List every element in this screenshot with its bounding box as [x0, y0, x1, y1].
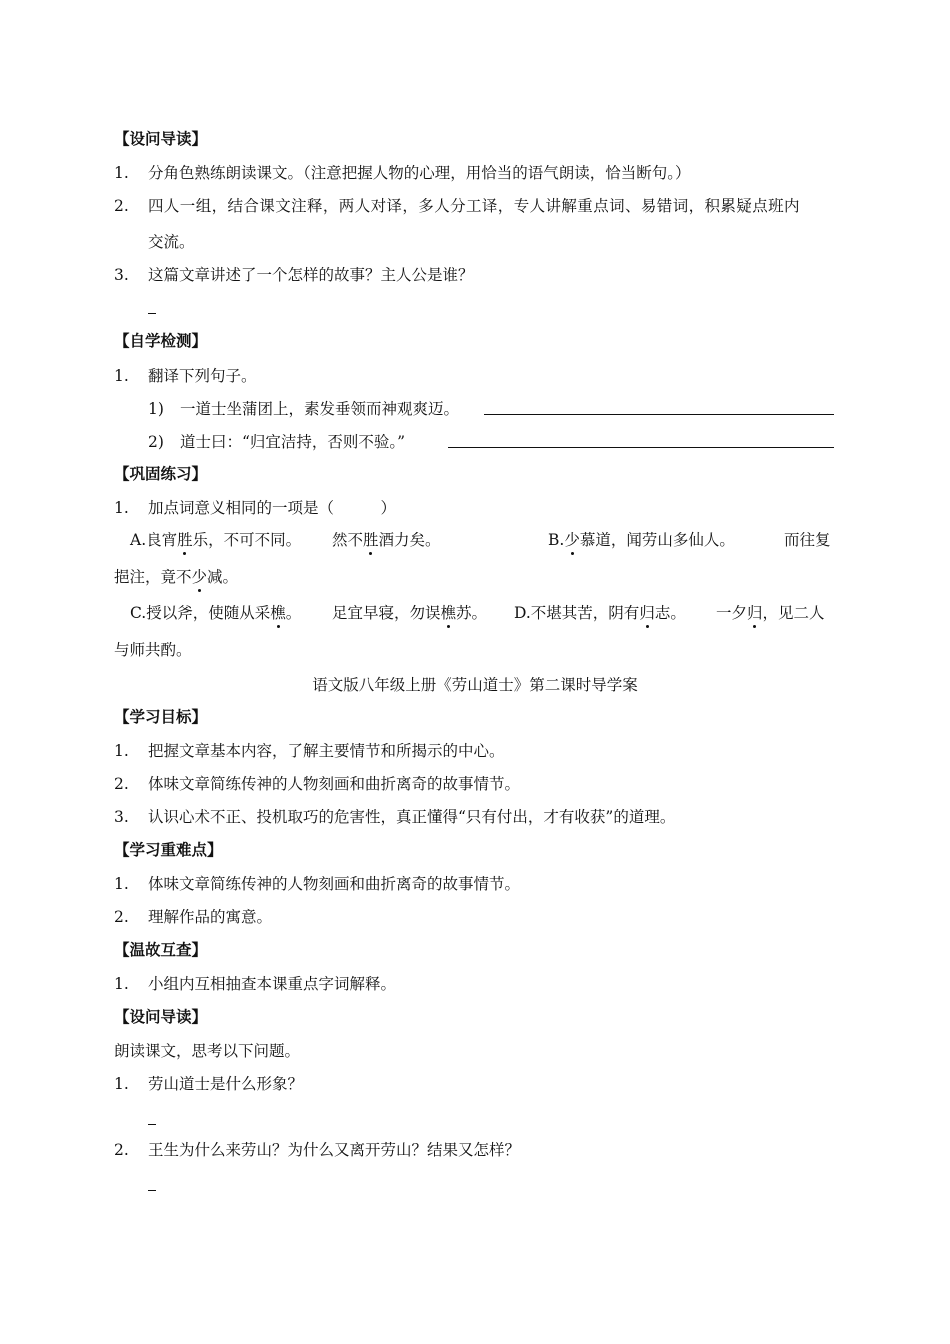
sub-item-text: 一道士坐蒲团上，素发垂领而神观爽迈。	[180, 400, 460, 418]
dotted-char: 樵	[440, 604, 457, 622]
dotted-char: 胜	[177, 531, 193, 549]
option-c: C.授以斧，使随从采樵。	[130, 604, 302, 622]
dotted-char: 少	[191, 568, 208, 586]
option-d: D.不堪其苦，阴有归志。	[514, 604, 686, 622]
dotted-char: 胜	[363, 531, 379, 549]
item-text: 劳山道士是什么形象？	[148, 1075, 304, 1093]
answer-line[interactable]	[484, 414, 834, 415]
section-heading: 【学习目标】	[114, 708, 208, 726]
item-text: 四人一组，结合课文注释，两人对译，多人分工译，专人讲解重点词、易错词，积累疑点班内	[148, 197, 800, 215]
item-text: 把握文章基本内容，了解主要情节和所揭示的中心。	[148, 742, 505, 760]
option-b: B.少慕道，闻劳山多仙人。	[548, 531, 735, 549]
dotted-char: 少	[564, 531, 580, 549]
item-number: 3.	[114, 808, 129, 826]
intro-text: 朗读课文，思考以下问题。	[114, 1042, 301, 1060]
dotted-char: 归	[747, 604, 763, 622]
item-text: 理解作品的寓意。	[148, 908, 273, 926]
sub-item-number: 1)	[148, 400, 164, 418]
dotted-char: 樵	[270, 604, 286, 622]
item-number: 1.	[114, 164, 129, 182]
answer-blank[interactable]	[148, 1190, 156, 1191]
item-number: 2.	[114, 908, 129, 926]
option-d-continued: 与师共酌。	[114, 641, 192, 659]
answer-line[interactable]	[448, 447, 834, 448]
item-text: 分角色熟练朗读课文。（注意把握人物的心理，用恰当的语气朗读，恰当断句。）	[148, 164, 691, 182]
item-number: 1.	[114, 499, 129, 517]
item-text: 这篇文章讲述了一个怎样的故事？主人公是谁？	[148, 266, 474, 284]
option-c-second: 足宜早寝，勿误樵苏。	[332, 604, 488, 622]
sub-item-number: 2)	[148, 433, 164, 451]
section-heading: 【学习重难点】	[114, 841, 223, 859]
section-heading: 【设问导读】	[114, 130, 208, 148]
answer-blank[interactable]	[148, 313, 156, 314]
option-b-second: 而往复	[784, 531, 831, 549]
item-number: 2.	[114, 775, 129, 793]
item-text: 王生为什么来劳山？为什么又离开劳山？结果又怎样？	[148, 1141, 521, 1159]
item-text: 加点词意义相同的一项是（ ）	[148, 499, 397, 517]
item-number: 1.	[114, 367, 129, 385]
item-text: 体味文章简练传神的人物刻画和曲折离奇的故事情节。	[148, 875, 521, 893]
item-number: 1.	[114, 1075, 129, 1093]
option-d-second: 一夕归，见二人	[716, 604, 825, 622]
section-heading: 【设问导读】	[114, 1008, 208, 1026]
item-number: 1.	[114, 875, 129, 893]
item-text: 小组内互相抽查本课重点字词解释。	[148, 975, 397, 993]
dotted-char: 归	[639, 604, 655, 622]
option-a-second: 然不胜酒力矣。	[332, 531, 441, 549]
option-a: A.良宵胜乐，不可不同。	[130, 531, 302, 549]
sub-item-text: 道士曰：“归宜洁持，否则不验。”	[180, 433, 406, 451]
item-number: 2.	[114, 197, 129, 215]
item-number: 1.	[114, 742, 129, 760]
item-number: 3.	[114, 266, 129, 284]
section-heading: 【温故互查】	[114, 941, 208, 959]
option-b-continued: 挹注，竟不少减。	[114, 568, 239, 586]
item-number: 2.	[114, 1141, 129, 1159]
item-number: 1.	[114, 975, 129, 993]
section-heading: 【巩固练习】	[114, 465, 208, 483]
answer-blank[interactable]	[148, 1124, 156, 1125]
item-text-continued: 交流。	[148, 233, 195, 251]
section-heading: 【自学检测】	[114, 332, 208, 350]
page-title: 语文版八年级上册《劳山道士》第二课时导学案	[312, 676, 638, 694]
item-text: 认识心术不正、投机取巧的危害性，真正懂得“只有付出，才有收获”的道理。	[148, 808, 676, 826]
item-text: 体味文章简练传神的人物刻画和曲折离奇的故事情节。	[148, 775, 521, 793]
item-text: 翻译下列句子。	[148, 367, 257, 385]
